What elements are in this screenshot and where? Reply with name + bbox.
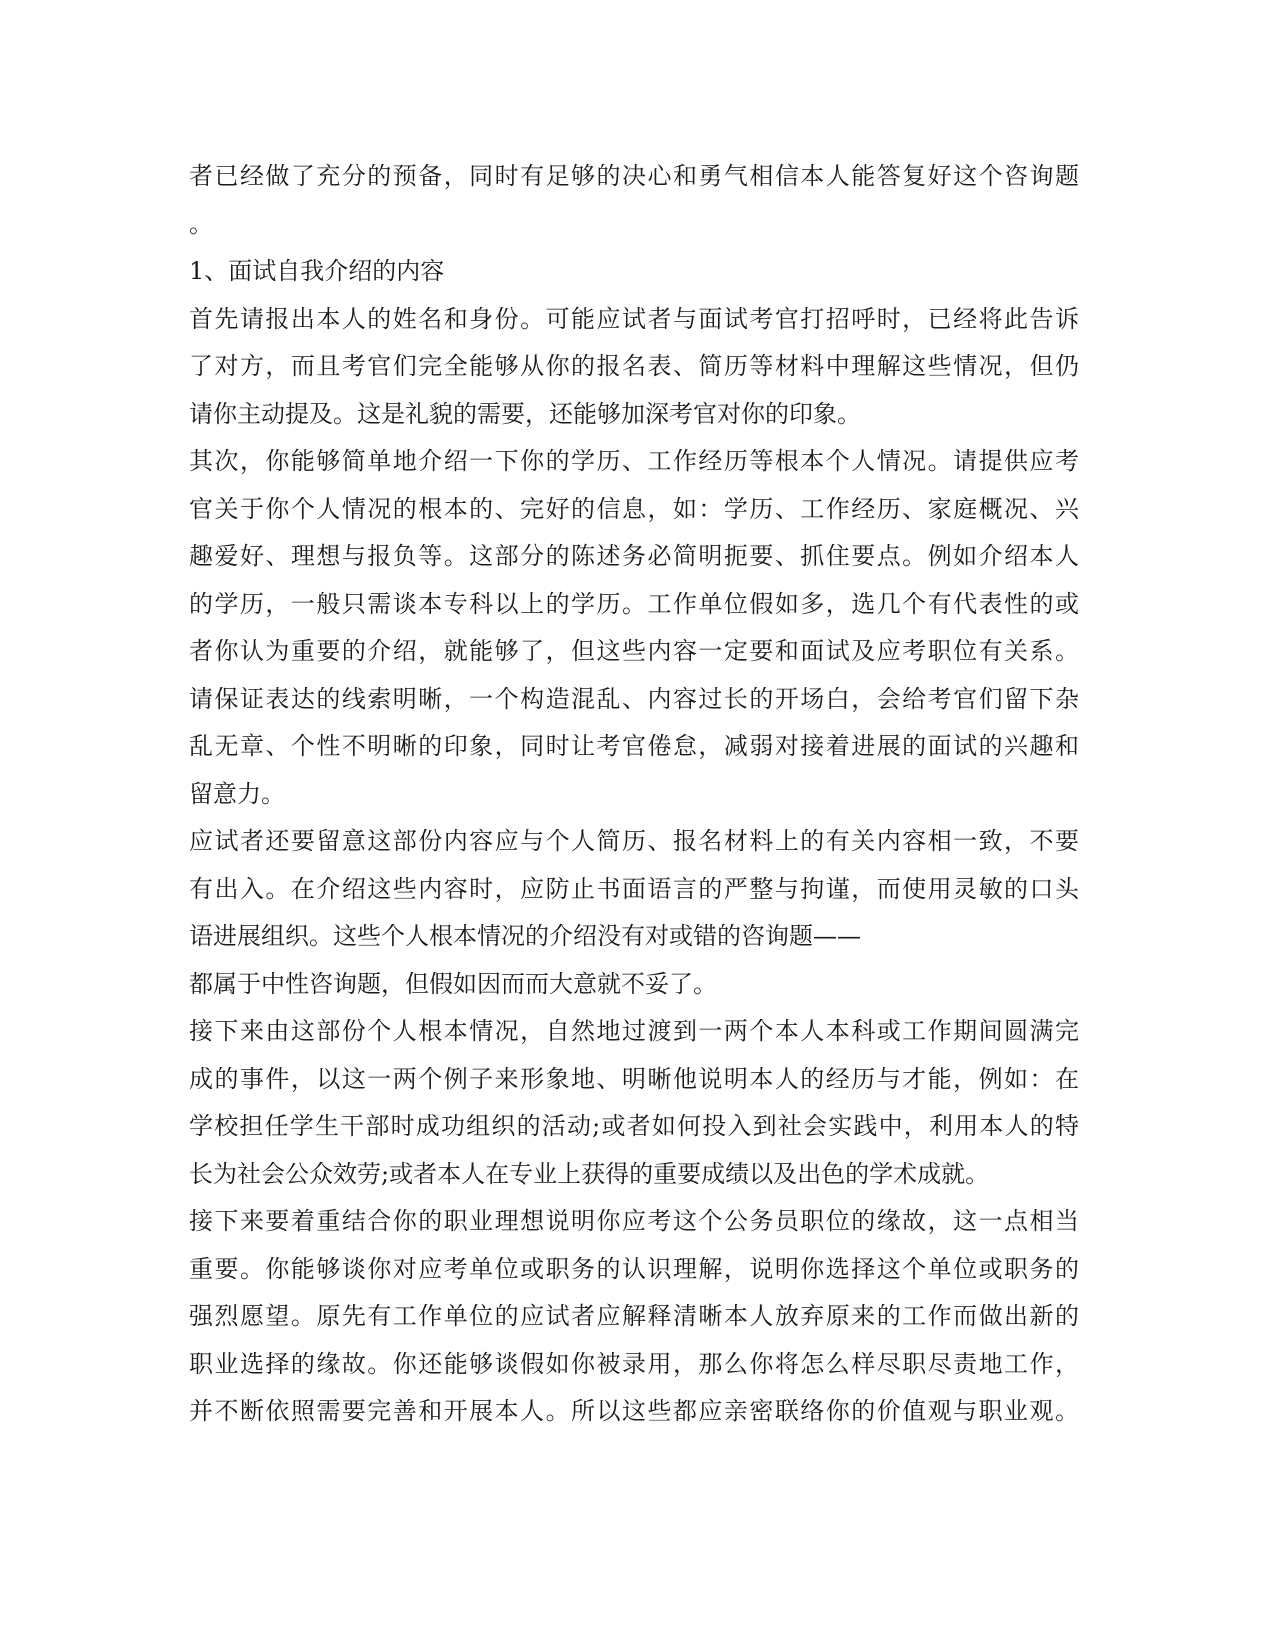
text-line-24: 重要。你能够谈你对应考单位或职务的认识理解，说明你选择这个单位或职务的 [189, 1254, 1079, 1283]
text-line-13: 乱无章、个性不明晰的印象，同时让考官倦怠，减弱对接着进展的面试的兴趣和 [189, 732, 1079, 760]
text-line-15: 应试者还要留意这部份内容应与个人简历、报名材料上的有关内容相一致，不要 [189, 827, 1079, 855]
section-heading: 1、面试自我介绍的内容 [189, 257, 445, 285]
text-line-16: 有出入。在介绍这些内容时，应防止书面语言的严整与拘谨，而使用灵敏的口头 [189, 874, 1079, 903]
text-line-27: 并不断依照需要完善和开展本人。所以这些都应亲密联络你的价值观与职业观。 [189, 1397, 1079, 1425]
text-line-22: 长为社会公众效劳;或者本人在专业上获得的重要成绩以及出色的学术成就。 [189, 1159, 990, 1188]
text-line-26: 职业选择的缘故。你还能够谈假如你被录用，那么你将怎么样尽职尽责地工作， [189, 1349, 1079, 1378]
text-line-9: 趣爱好、理想与报负等。这部分的陈述务必简明扼要、抓住要点。例如介绍本人 [189, 542, 1079, 570]
text-line-4: 首先请报出本人的姓名和身份。可能应试者与面试考官打招呼时，已经将此告诉 [189, 304, 1079, 333]
text-line-1: 者已经做了充分的预备，同时有足够的决心和勇气相信本人能答复好这个咨询题 [189, 162, 1079, 190]
text-line-7: 其次，你能够简单地介绍一下你的学历、工作经历等根本个人情况。请提供应考 [189, 447, 1079, 475]
text-line-10: 的学历，一般只需谈本专科以上的学历。工作单位假如多，选几个有代表性的或 [189, 589, 1079, 618]
text-line-19: 接下来由这部份个人根本情况，自然地过渡到一两个本人本科或工作期间圆满完 [189, 1017, 1079, 1045]
body-text [189, 153, 1079, 1436]
text-line-5: 了对方，而且考官们完全能够从你的报名表、简历等材料中理解这些情况，但仍 [189, 352, 1079, 380]
text-line-25: 强烈愿望。原先有工作单位的应试者应解释清晰本人放弃原来的工作而做出新的 [189, 1302, 1079, 1330]
text-line-12: 请保证表达的线索明晰，一个构造混乱、内容过长的开场白，会给考官们留下杂 [189, 684, 1079, 713]
text-line-21: 学校担任学生干部时成功组织的活动;或者如何投入到社会实践中，利用本人的特 [189, 1112, 1079, 1140]
text-line-2: 。 [189, 209, 213, 238]
text-line-18: 都属于中性咨询题，但假如因而而大意就不妥了。 [189, 969, 717, 998]
text-line-8: 官关于你个人情况的根本的、完好的信息，如：学历、工作经历、家庭概况、兴 [189, 494, 1079, 523]
text-line-11: 者你认为重要的介绍，就能够了，但这些内容一定要和面试及应考职位有关系。 [189, 637, 1079, 665]
text-line-23: 接下来要着重结合你的职业理想说明你应考这个公务员职位的缘故，这一点相当 [189, 1207, 1079, 1235]
text-line-20: 成的事件，以这一两个例子来形象地、明晰他说明本人的经历与才能，例如：在 [189, 1064, 1079, 1093]
text-line-17: 语进展组织。这些个人根本情况的介绍没有对或错的咨询题—— [189, 922, 861, 950]
text-line-6: 请你主动提及。这是礼貌的需要，还能够加深考官对你的印象。 [189, 399, 861, 428]
text-line-14: 留意力。 [189, 779, 285, 808]
